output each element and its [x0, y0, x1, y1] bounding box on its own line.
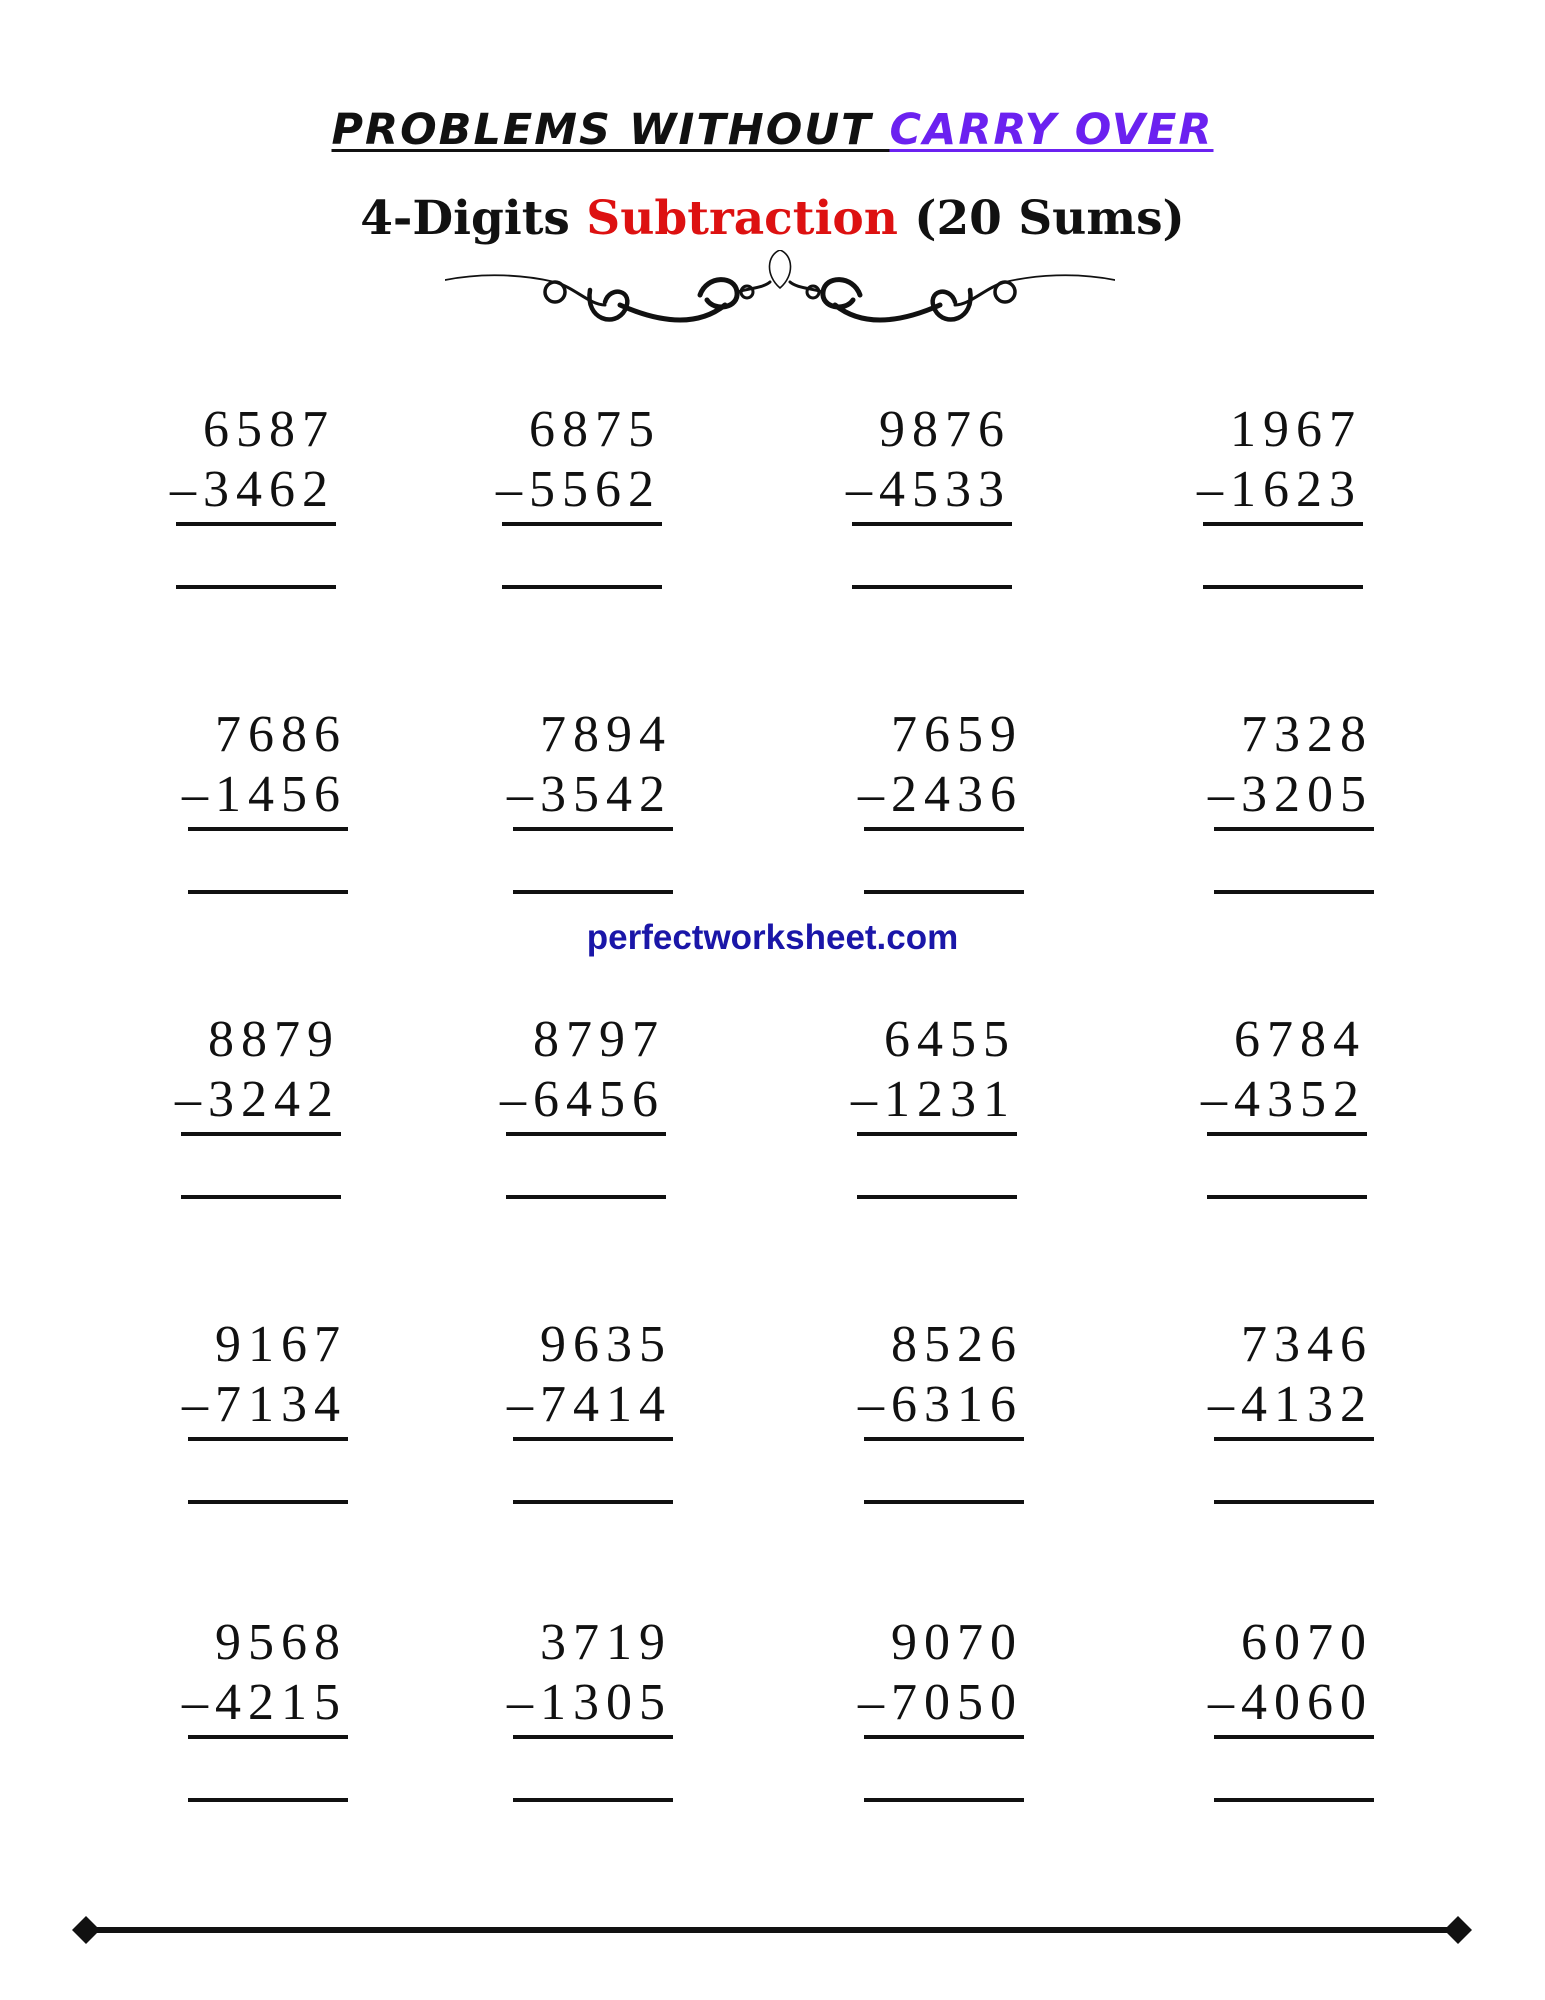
operation-line: [188, 1437, 348, 1441]
subtraction-problem-18: [507, 1613, 678, 1813]
operation-line: [513, 827, 673, 831]
subtrahend: –4215: [182, 1674, 347, 1731]
subtraction-problem-5: [182, 705, 353, 905]
answer-blank[interactable]: [1207, 1195, 1367, 1199]
answer-blank[interactable]: [864, 1798, 1024, 1802]
diamond-right-icon: [1444, 1916, 1472, 1944]
subtraction-problem-10: [500, 1010, 671, 1210]
answer-blank[interactable]: [513, 1798, 673, 1802]
subtrahend: –3542: [507, 766, 672, 823]
subtrahend: –1231: [851, 1071, 1016, 1128]
subtraction-problem-11: [851, 1010, 1022, 1210]
operation-line: [1207, 1132, 1367, 1136]
minuend: 7346: [1241, 1316, 1373, 1373]
subtrahend: –4352: [1201, 1071, 1366, 1128]
subtrahend: –1305: [507, 1674, 672, 1731]
subtraction-problem-14: [507, 1315, 678, 1515]
subtrahend: –4132: [1208, 1376, 1373, 1433]
subtrahend: –1456: [182, 766, 347, 823]
subtrahend: –6316: [858, 1376, 1023, 1433]
minuend: 7328: [1241, 706, 1373, 763]
minuend: 9070: [891, 1614, 1023, 1671]
answer-blank[interactable]: [502, 585, 662, 589]
operation-line: [188, 827, 348, 831]
subtrahend: –3242: [175, 1071, 340, 1128]
minuend: 6455: [884, 1011, 1016, 1068]
minuend: 6070: [1241, 1614, 1373, 1671]
subtraction-problem-16: [1208, 1315, 1379, 1515]
subtitle-part-count: (20 Sums): [897, 191, 1185, 246]
operation-line: [502, 522, 662, 526]
minuend: 8797: [533, 1011, 665, 1068]
operation-line: [1214, 1735, 1374, 1739]
minuend: 6587: [203, 401, 335, 458]
subtrahend: –4533: [846, 461, 1011, 518]
minuend: 6784: [1234, 1011, 1366, 1068]
subtrahend: –6456: [500, 1071, 665, 1128]
minuend: 3719: [540, 1614, 672, 1671]
answer-blank[interactable]: [188, 1500, 348, 1504]
title-part-accent: CARRY OVER: [889, 105, 1214, 155]
answer-blank[interactable]: [852, 585, 1012, 589]
subtrahend: –5562: [496, 461, 661, 518]
answer-blank[interactable]: [188, 890, 348, 894]
operation-line: [181, 1132, 341, 1136]
subtraction-problem-20: [1208, 1613, 1379, 1813]
answer-blank[interactable]: [176, 585, 336, 589]
operation-line: [864, 827, 1024, 831]
subtrahend: –2436: [858, 766, 1023, 823]
operation-line: [176, 522, 336, 526]
title-part-plain: PROBLEMS WITHOUT: [331, 105, 890, 155]
operation-line: [857, 1132, 1017, 1136]
subtrahend: –3205: [1208, 766, 1373, 823]
operation-line: [864, 1437, 1024, 1441]
operation-line: [188, 1735, 348, 1739]
answer-blank[interactable]: [506, 1195, 666, 1199]
operation-line: [864, 1735, 1024, 1739]
answer-blank[interactable]: [864, 1500, 1024, 1504]
minuend: 9568: [215, 1614, 347, 1671]
minuend: 8526: [891, 1316, 1023, 1373]
answer-blank[interactable]: [513, 890, 673, 894]
subtitle-part-operation: Subtraction: [586, 191, 898, 246]
operation-line: [513, 1437, 673, 1441]
operation-line: [1214, 1437, 1374, 1441]
answer-blank[interactable]: [181, 1195, 341, 1199]
footer-divider: [72, 1910, 1472, 1950]
worksheet-title: [0, 102, 1545, 158]
operation-line: [1214, 827, 1374, 831]
subtraction-problem-1: [170, 400, 341, 600]
subtrahend: –3462: [170, 461, 335, 518]
subtrahend: –7414: [507, 1376, 672, 1433]
subtraction-problem-15: [858, 1315, 1029, 1515]
answer-blank[interactable]: [1214, 1798, 1374, 1802]
minuend: 6875: [529, 401, 661, 458]
answer-blank[interactable]: [864, 890, 1024, 894]
operation-line: [513, 1735, 673, 1739]
minuend: 1967: [1230, 401, 1362, 458]
minuend: 7659: [891, 706, 1023, 763]
answer-blank[interactable]: [1203, 585, 1363, 589]
answer-blank[interactable]: [188, 1798, 348, 1802]
answer-blank[interactable]: [513, 1500, 673, 1504]
operation-line: [1203, 522, 1363, 526]
minuend: 9635: [540, 1316, 672, 1373]
subtraction-problem-7: [858, 705, 1029, 905]
minuend: 9167: [215, 1316, 347, 1373]
subtraction-problem-4: [1197, 400, 1368, 600]
flourish-divider-icon: [445, 250, 1115, 340]
minuend: 8879: [208, 1011, 340, 1068]
subtraction-problem-2: [496, 400, 667, 600]
operation-line: [506, 1132, 666, 1136]
minuend: 7894: [540, 706, 672, 763]
answer-blank[interactable]: [857, 1195, 1017, 1199]
subtrahend: –4060: [1208, 1674, 1373, 1731]
subtraction-problem-17: [182, 1613, 353, 1813]
site-watermark: perfectworksheet.com: [586, 918, 959, 957]
subtraction-problem-8: [1208, 705, 1379, 905]
minuend: 7686: [215, 706, 347, 763]
subtrahend: –7134: [182, 1376, 347, 1433]
subtrahend: –7050: [858, 1674, 1023, 1731]
subtraction-problem-12: [1201, 1010, 1372, 1210]
subtraction-problem-13: [182, 1315, 353, 1515]
subtrahend: –1623: [1197, 461, 1362, 518]
subtraction-problem-6: [507, 705, 678, 905]
subtraction-problem-9: [175, 1010, 346, 1210]
diamond-left-icon: [72, 1916, 100, 1944]
subtraction-problem-19: [858, 1613, 1029, 1813]
worksheet-subtitle: [0, 188, 1545, 250]
subtitle-part-digits: 4-Digits: [360, 191, 587, 246]
answer-blank[interactable]: [1214, 1500, 1374, 1504]
answer-blank[interactable]: [1214, 890, 1374, 894]
operation-line: [852, 522, 1012, 526]
minuend: 9876: [879, 401, 1011, 458]
subtraction-problem-3: [846, 400, 1017, 600]
